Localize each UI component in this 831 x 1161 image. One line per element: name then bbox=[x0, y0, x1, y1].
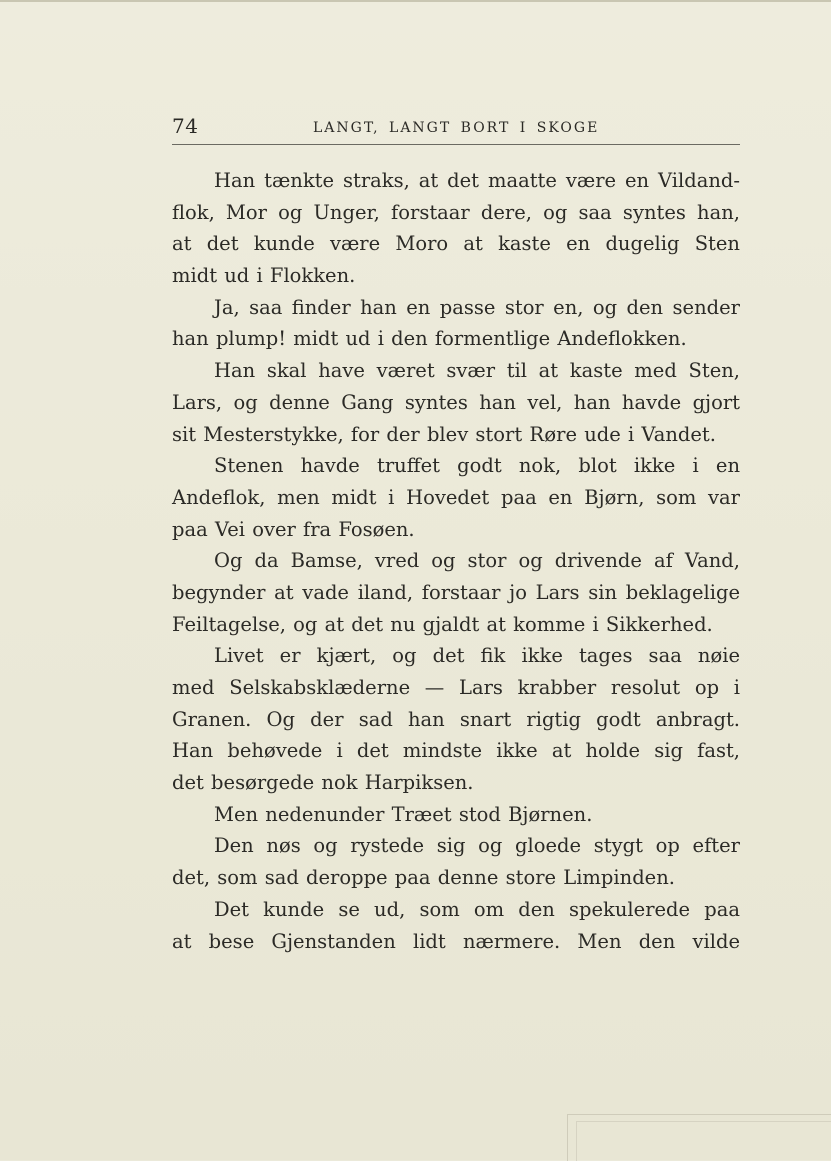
text-line: sit Mesterstykke, for der blev stort Røre ude i Vandet. bbox=[172, 422, 716, 446]
text-line: Lars, og denne Gang syntes han vel, han havde gjort bbox=[172, 390, 740, 414]
text-line: at det kunde være Moro at kaste en dugelig Sten bbox=[172, 232, 740, 256]
page-number: 74 bbox=[172, 114, 199, 138]
text-line: Men nedenunder Træet stod Bjørnen. bbox=[214, 802, 593, 826]
page-top-edge bbox=[0, 0, 831, 2]
text-line: Andeflok, men midt i Hovedet paa en Bjørn, som var bbox=[172, 485, 740, 509]
text-line: flok, Mor og Unger, forstaar dere, og saa syntes han, bbox=[172, 200, 740, 224]
scan-frame-edge-inner bbox=[576, 1121, 831, 1161]
text-line: Stenen havde truffet godt nok, blot ikke i en bbox=[214, 454, 740, 478]
text-line: Livet er kjært, og det fik ikke tages saa nøie bbox=[214, 644, 740, 668]
text-line: Den nøs og rystede sig og gloede stygt op efter bbox=[214, 834, 740, 858]
text-line: han plump! midt ud i den formentlige Andeflokken. bbox=[172, 327, 687, 351]
text-line: Han behøvede i det mindste ikke at holde sig fast, bbox=[172, 739, 740, 763]
text-line: Granen. Og der sad han snart rigtig godt anbragt. bbox=[172, 707, 740, 731]
running-title: LANGT, LANGT BORT I SKOGE bbox=[313, 120, 600, 136]
text-line: det, som sad deroppe paa denne store Limpinden. bbox=[172, 866, 675, 890]
text-line: begynder at vade iland, forstaar jo Lars sin beklagelige bbox=[172, 580, 740, 604]
text-line: paa Vei over fra Fosøen. bbox=[172, 517, 415, 541]
text-line: Og da Bamse, vred og stor og drivende af Vand, bbox=[214, 549, 740, 573]
body-text bbox=[172, 165, 740, 957]
text-line: Det kunde se ud, som om den spekulerede paa bbox=[214, 897, 740, 921]
text-line: Ja, saa finder han en passe stor en, og den sender bbox=[214, 295, 740, 319]
running-header bbox=[172, 112, 740, 144]
text-line: Han skal have været svær til at kaste med Sten, bbox=[214, 359, 740, 383]
text-line: at bese Gjenstanden lidt nærmere. Men den vilde bbox=[172, 929, 740, 953]
text-line: Feiltagelse, og at det nu gjaldt at komme i Sikkerhed. bbox=[172, 612, 713, 636]
text-line: med Selskabsklæderne — Lars krabber resolut op i bbox=[172, 676, 740, 699]
text-line: Han tænkte straks, at det maatte være en Vildand- bbox=[214, 169, 740, 192]
text-line: midt ud i Flokken. bbox=[172, 264, 356, 288]
header-rule bbox=[172, 144, 740, 145]
text-line: det besørgede nok Harpiksen. bbox=[172, 771, 474, 795]
